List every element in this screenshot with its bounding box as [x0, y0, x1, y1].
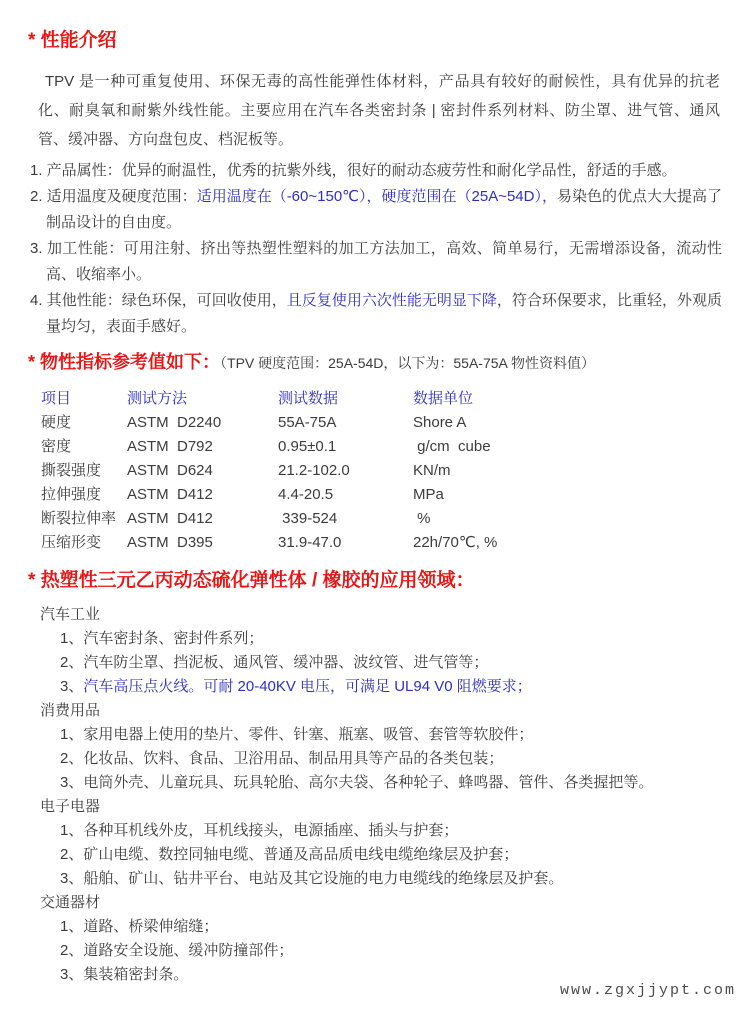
cell-value: 339-524	[278, 510, 338, 527]
item-text: 船舶、矿山、钻井平台、电站及其它设施的电力电缆线的绝缘层及护套。	[83, 870, 564, 887]
item-text: 汽车密封条、密封件系列；	[83, 630, 264, 647]
item-number: 2、	[60, 846, 84, 863]
cell-method: ASTM D624	[127, 462, 213, 479]
cell-unit: %	[413, 510, 431, 527]
properties-section-note: （TPV 硬度范围：25A-54D，以下为：55A-75A 物性资料值）	[220, 355, 595, 371]
column-header: 项目	[41, 390, 72, 407]
app-list-item	[60, 723, 750, 747]
app-list-item	[60, 819, 750, 843]
cell-item: 撕裂强度	[41, 462, 102, 479]
cell-value: 21.2-102.0	[278, 462, 350, 479]
app-list-item	[60, 939, 750, 963]
site-watermark: www.zgxjjypt.com	[559, 982, 736, 999]
cell-item: 硬度	[41, 414, 72, 431]
applications-section-title: * 热塑性三元乙丙动态硫化弹性体 / 橡胶的应用领域：	[28, 570, 475, 591]
item-number: 3、	[60, 966, 84, 983]
table-row	[41, 459, 750, 483]
item-text: 4. 其他性能：绿色环保，可回收使用，	[30, 292, 287, 309]
cell-unit: 22h/70℃, %	[413, 534, 498, 551]
performance-item-3	[30, 236, 722, 288]
performance-list	[30, 158, 722, 340]
table-row	[41, 483, 750, 507]
item-text: 矿山电缆、数控同轴电缆、普通及高品质电线电缆绝缘层及护套；	[83, 846, 519, 863]
column-header: 数据单位	[413, 390, 474, 407]
performance-item-1	[30, 158, 722, 184]
app-list-item	[60, 771, 750, 795]
app-group-title-transport: 交通器材	[40, 894, 101, 911]
properties-table	[41, 387, 750, 555]
cell-method: ASTM D412	[127, 510, 213, 527]
properties-section-heading	[28, 349, 722, 377]
cell-item: 密度	[41, 438, 72, 455]
intro-paragraph: TPV 是一种可重复使用、环保无毒的高性能弹性体材料，产品具有较好的耐候性，具有优异的抗老化、耐臭氧和耐紫外线性能。主要应用在汽车各类密封条 | 密封件系列材料、防尘罩、进气管、通风管、缓冲器、方向盘包皮、档泥板等。	[38, 73, 720, 148]
table-row	[41, 531, 750, 555]
item-number: 2、	[60, 654, 84, 671]
table-row	[41, 507, 750, 531]
item-text: 汽车防尘罩、挡泥板、通风管、缓冲器、波纹管、进气管等；	[83, 654, 489, 671]
item-text-highlight: 汽车高压点火线。可耐 20-40KV 电压，可满足 UL94 V0 阻燃要求；	[83, 678, 532, 695]
cell-value: 31.9-47.0	[278, 534, 342, 551]
cell-value: 55A-75A	[278, 414, 337, 431]
item-number: 1、	[60, 822, 84, 839]
item-text: 各种耳机线外皮，耳机线接头，电源插座、插头与护套；	[83, 822, 459, 839]
table-header-row	[41, 387, 750, 411]
item-text: ，符合环保要求，比重轻，外观质量均匀，表面手感好。	[46, 292, 722, 335]
performance-item-4	[30, 288, 722, 340]
item-text: 易染色的优点大大提高了制品设计的自由度。	[46, 188, 722, 231]
cell-method: ASTM D792	[127, 438, 213, 455]
cell-value: 0.95±0.1	[278, 438, 337, 455]
item-number: 1、	[60, 630, 84, 647]
cell-unit: Shore A	[413, 414, 467, 431]
app-group-title-automotive: 汽车工业	[40, 606, 101, 623]
item-number: 2、	[60, 750, 84, 767]
cell-item: 断裂拉伸率	[41, 510, 117, 527]
table-row	[41, 435, 750, 459]
properties-section-title: * 物性指标参考值如下：	[28, 352, 221, 372]
item-number: 2、	[60, 942, 84, 959]
table-row	[41, 411, 750, 435]
item-text: 道路安全设施、缓冲防撞部件；	[83, 942, 294, 959]
applications-list	[0, 603, 750, 987]
app-list-item	[60, 675, 750, 699]
item-number: 1、	[60, 918, 84, 935]
column-header: 测试数据	[278, 390, 339, 407]
item-text: 3. 加工性能：可用注射、挤出等热塑性塑料的加工方法加工，高效、简单易行，无需增添设备，流动性高、收缩率小。	[30, 240, 722, 283]
item-text: 1. 产品属性：优异的耐温性，优秀的抗紫外线，很好的耐动态疲劳性和耐化学品性，舒适的手感。	[30, 162, 677, 179]
item-number: 3、	[60, 870, 84, 887]
app-list-item	[60, 915, 750, 939]
cell-item: 压缩形变	[41, 534, 102, 551]
cell-unit: KN/m	[413, 462, 451, 479]
app-group-title-electronics: 电子电器	[40, 798, 101, 815]
app-list-item	[60, 867, 750, 891]
column-header: 测试方法	[127, 390, 188, 407]
item-text: 化妆品、饮料、食品、卫浴用品、制品用具等产品的各类包装；	[83, 750, 504, 767]
performance-item-2	[30, 184, 722, 236]
item-text: 道路、桥梁伸缩缝；	[83, 918, 219, 935]
app-list-item	[60, 651, 750, 675]
cell-method: ASTM D2240	[127, 414, 222, 431]
cell-value: 4.4-20.5	[278, 486, 334, 503]
item-number: 1、	[60, 726, 84, 743]
app-list-item	[60, 843, 750, 867]
cell-unit: g/cm cube	[413, 438, 491, 455]
item-text: 2. 适用温度及硬度范围：	[30, 188, 197, 205]
performance-section-title: * 性能介绍	[28, 30, 117, 51]
app-group-title-consumer: 消费用品	[40, 702, 101, 719]
app-list-item	[60, 747, 750, 771]
item-highlight: 且反复使用六次性能无明显下降	[286, 292, 497, 309]
app-list-item	[60, 627, 750, 651]
item-text: 家用电器上使用的垫片、零件、针塞、瓶塞、吸管、套管等软胶件；	[83, 726, 534, 743]
cell-item: 拉伸强度	[41, 486, 102, 503]
item-text: 集装箱密封条。	[83, 966, 189, 983]
cell-method: ASTM D395	[127, 534, 213, 551]
cell-unit: MPa	[413, 486, 444, 503]
item-highlight: 适用温度在（-60~150℃），硬度范围在（25A~54D），	[196, 188, 557, 205]
item-text: 电筒外壳、儿童玩具、玩具轮胎、高尔夫袋、各种轮子、蜂鸣器、管件、各类握把等。	[83, 774, 654, 791]
item-number: 3、	[60, 774, 84, 791]
item-number: 3、	[60, 678, 84, 695]
cell-method: ASTM D412	[127, 486, 213, 503]
